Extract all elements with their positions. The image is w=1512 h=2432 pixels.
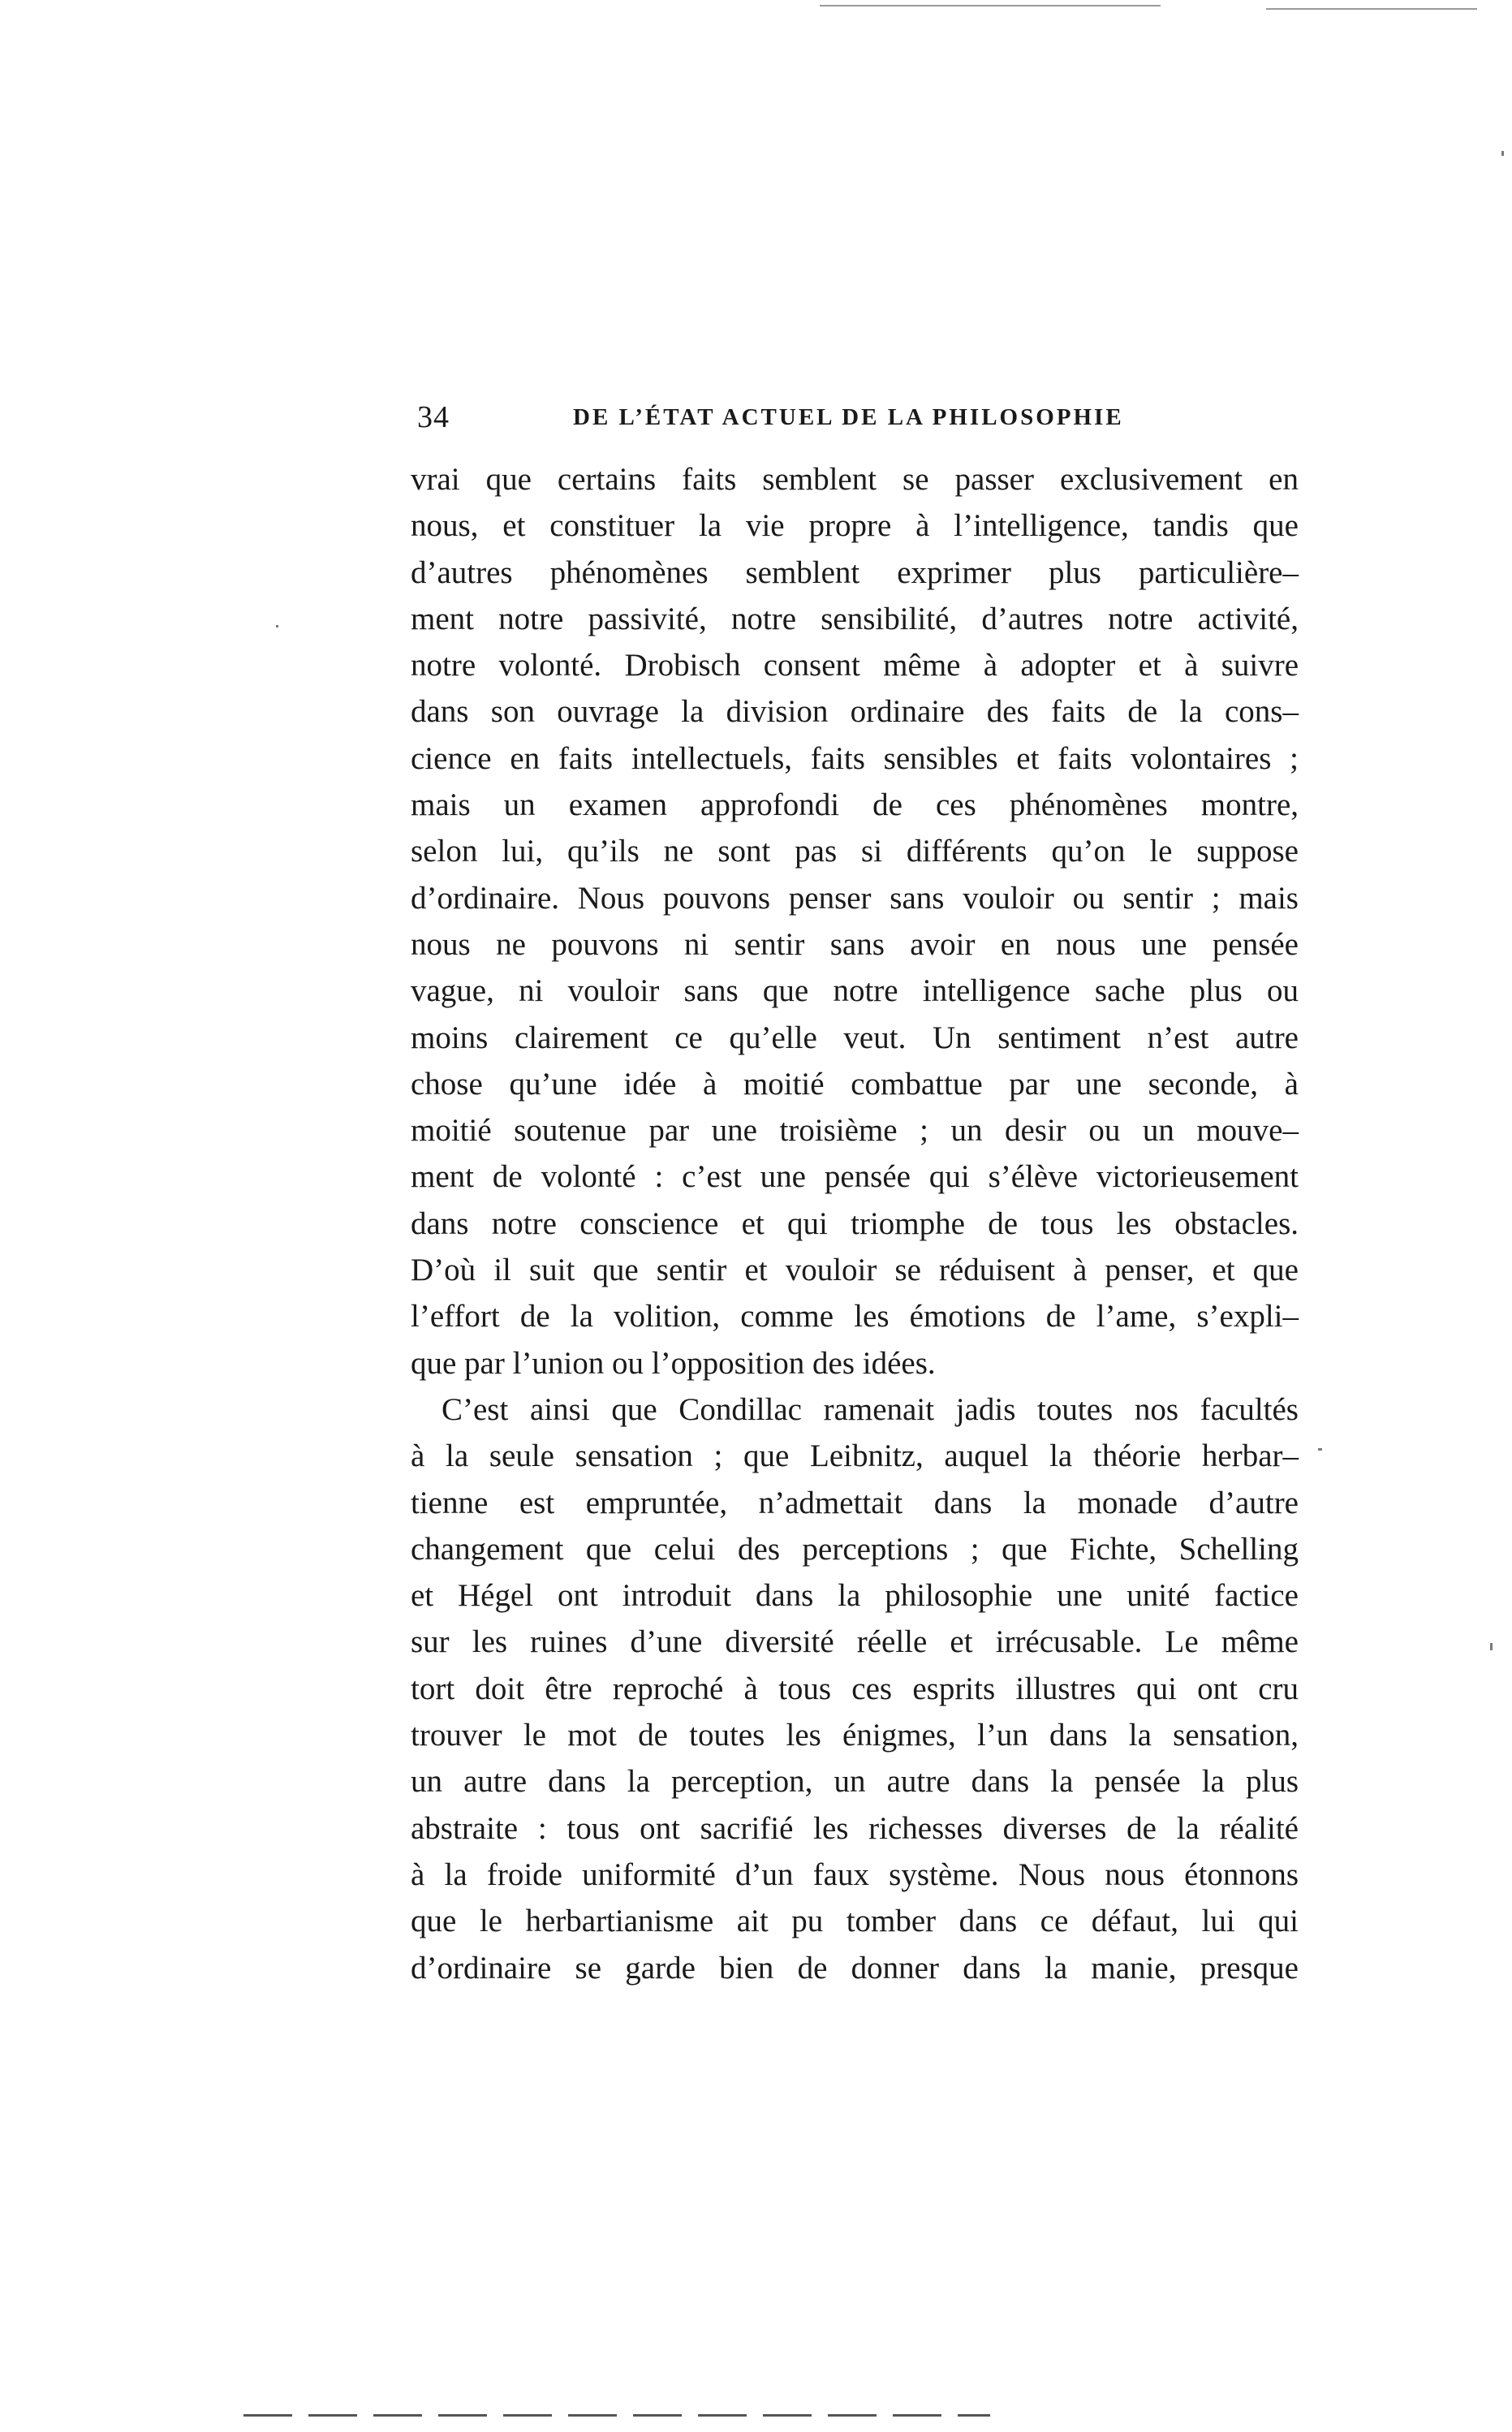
- text-line: D’où il suit que sentir et vouloir se réduisent à penser, et que: [411, 1253, 1299, 1288]
- scan-speck: [1318, 1448, 1322, 1451]
- bottom-scan-line: [763, 2414, 812, 2417]
- page-header: [417, 399, 1302, 442]
- bottom-scan-line: [698, 2414, 747, 2417]
- bottom-scan-line: [633, 2414, 682, 2417]
- text-line: chose qu’une idée à moitié combattue par une seconde, à: [411, 1066, 1299, 1102]
- text-line: moitié soutenue par une troisième ; un desir ou un mouve–: [411, 1113, 1299, 1149]
- text-line: vague, ni vouloir sans que notre intelligence sache plus ou: [411, 973, 1299, 1009]
- bottom-scan-line: [438, 2414, 487, 2417]
- text-line: selon lui, qu’ils ne sont pas si différents qu’on le suppose: [411, 834, 1299, 869]
- text-line: l’effort de la volition, comme les émotions de l’ame, s’expli–: [411, 1299, 1299, 1335]
- text-line: changement que celui des perceptions ; que Fichte, Schelling: [411, 1531, 1299, 1567]
- bottom-scan-line: [893, 2414, 941, 2417]
- bottom-scan-line: [243, 2414, 292, 2417]
- text-line: nous, et constituer la vie propre à l’intelligence, tandis que: [411, 508, 1299, 544]
- text-line: à la froide uniformité d’un faux système. Nous nous étonnons: [411, 1856, 1299, 1892]
- text-line: tort doit être reproché à tous ces esprits illustres qui ont cru: [411, 1671, 1299, 1706]
- bottom-scan-line: [958, 2414, 990, 2417]
- scan-speck: [1501, 151, 1504, 156]
- running-title: DE L’ÉTAT ACTUEL DE LA PHILOSOPHIE: [573, 404, 1124, 430]
- text-line: un autre dans la perception, un autre dans la pensée la plus: [411, 1764, 1299, 1800]
- text-line: dans notre conscience et qui triomphe de tous les obstacles.: [411, 1205, 1299, 1241]
- bottom-scan-line: [828, 2414, 877, 2417]
- text-line: vrai que certains faits semblent se passer exclusivement en: [411, 462, 1299, 497]
- text-line: notre volonté. Drobisch consent même à adopter et à suivre: [411, 648, 1299, 683]
- text-line-paragraph-start: C’est ainsi que Condillac ramenait jadis toutes nos facultés: [442, 1391, 1299, 1427]
- scan-mark-top: [820, 5, 1161, 6]
- bottom-scan-line: [373, 2414, 422, 2417]
- page-number: 34: [417, 400, 450, 434]
- text-line: d’ordinaire se garde bien de donner dans la manie, presque: [411, 1950, 1299, 1986]
- text-line: ment de volonté : c’est une pensée qui s’élève victorieusement: [411, 1159, 1299, 1195]
- text-line: moins clairement ce qu’elle veut. Un sentiment n’est autre: [411, 1020, 1299, 1055]
- body-text: [411, 456, 1299, 1991]
- text-line: mais un examen approfondi de ces phénomènes montre,: [411, 787, 1299, 823]
- text-line: d’ordinaire. Nous pouvons penser sans vouloir ou sentir ; mais: [411, 880, 1299, 916]
- text-line: trouver le mot de toutes les énigmes, l’un dans la sensation,: [411, 1718, 1299, 1753]
- scan-speck: [276, 625, 278, 627]
- text-line: tienne est empruntée, n’admettait dans la monade d’autre: [411, 1485, 1299, 1520]
- text-line: sur les ruines d’une diversité réelle et irrécusable. Le même: [411, 1624, 1299, 1660]
- bottom-scan-line: [503, 2414, 552, 2417]
- text-line-paragraph-end: que par l’union ou l’opposition des idées.: [411, 1345, 936, 1381]
- text-line: et Hégel ont introduit dans la philosophie une unité factice: [411, 1578, 1299, 1614]
- scan-speck: [1490, 1643, 1493, 1650]
- text-line: que le herbartianisme ait pu tomber dans ce défaut, lui qui: [411, 1904, 1299, 1939]
- text-line: abstraite : tous ont sacrifié les richesses diverses de la réalité: [411, 1810, 1299, 1846]
- bottom-scan-line: [568, 2414, 617, 2417]
- text-line: nous ne pouvons ni sentir sans avoir en nous une pensée: [411, 926, 1299, 962]
- text-line: cience en faits intellectuels, faits sensibles et faits volontaires ;: [411, 740, 1299, 776]
- text-line: ment notre passivité, notre sensibilité, d’autres notre activité,: [411, 601, 1299, 636]
- text-line: dans son ouvrage la division ordinaire des faits de la cons–: [411, 694, 1299, 730]
- text-line: d’autres phénomènes semblent exprimer plus particulière–: [411, 554, 1299, 590]
- text-line: à la seule sensation ; que Leibnitz, auquel la théorie herbar–: [411, 1438, 1299, 1474]
- scan-mark-top-right: [1266, 8, 1477, 10]
- bottom-scan-line: [308, 2414, 357, 2417]
